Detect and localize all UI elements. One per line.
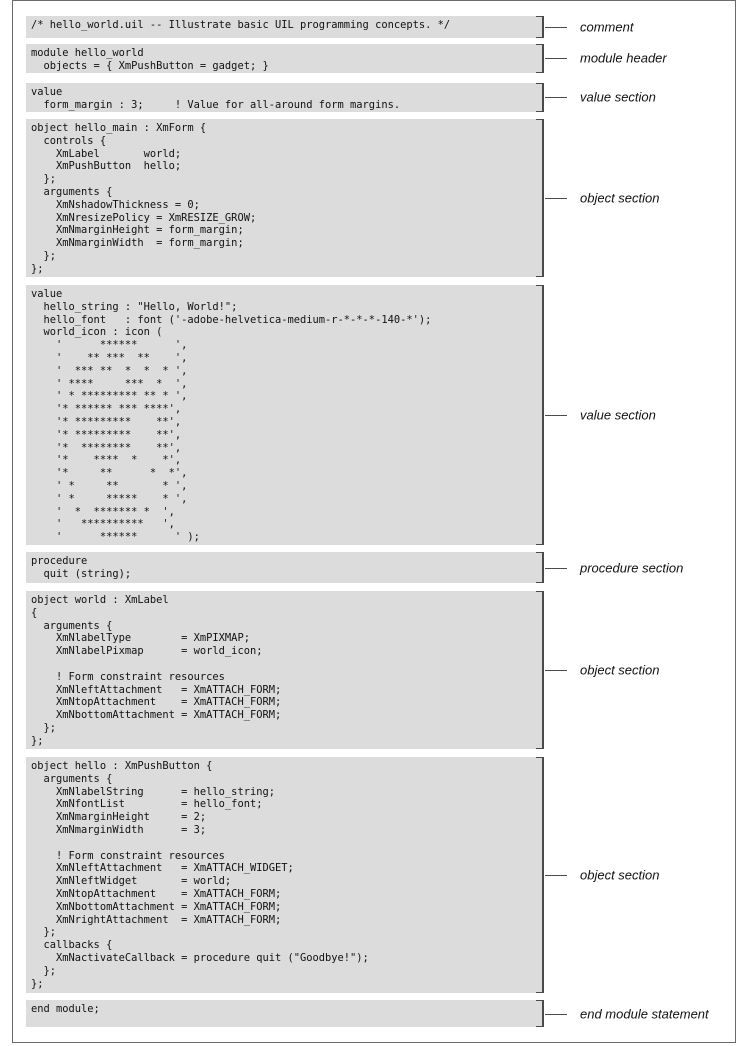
module-header-code-block bbox=[26, 44, 544, 73]
end-module-label: end module statement bbox=[580, 1006, 709, 1022]
object-section-hello-leader-line bbox=[545, 875, 567, 876]
module-header-bracket bbox=[536, 44, 544, 73]
comment-leader-line bbox=[545, 27, 567, 28]
object-section-hello-main-code-block bbox=[26, 119, 544, 277]
object-section-hello-code: object hello : XmPushButton { arguments { XmNlabelString = hello_string; XmNfontList = hello_font; XmNmarginHeight = 2; XmNmarginWidth = 3; ! Form constraint resources XmNleftAttachment = XmATTACH_WIDGET; XmNleftWidget = world; XmNtopAttachment = XmATTACH_FORM; XmNbottomAttachment = XmATTACH_FORM; XmNrightAttachment = XmATTACH_FORM; }; callbacks { XmNactivateCallback = procedure quit ("Goodbye!"); }; }; bbox=[31, 760, 369, 990]
module-header-code: module hello_world objects = { XmPushButton = gadget; } bbox=[31, 47, 269, 72]
value-section-leader-line bbox=[545, 97, 567, 98]
object-section-hello-main-bracket bbox=[536, 119, 544, 277]
value-section-label: value section bbox=[580, 89, 656, 105]
procedure-section-code-block bbox=[26, 552, 544, 583]
value-section-icon-leader-line bbox=[545, 415, 567, 416]
procedure-section-label: procedure section bbox=[580, 560, 684, 576]
comment-label: comment bbox=[580, 19, 634, 35]
object-section-hello-label: object section bbox=[580, 867, 660, 883]
procedure-section-leader-line bbox=[545, 568, 567, 569]
end-module-bracket bbox=[536, 1000, 544, 1027]
value-section-code: value form_margin : 3; ! Value for all-around form margins. bbox=[31, 86, 401, 111]
end-module-code-block bbox=[26, 1000, 544, 1027]
comment-code: /* hello_world.uil -- Illustrate basic UIL programming concepts. */ bbox=[31, 19, 451, 31]
procedure-section-code: procedure quit (string); bbox=[31, 555, 132, 580]
module-header-label: module header bbox=[580, 50, 667, 66]
object-section-world-label: object section bbox=[580, 662, 660, 678]
object-section-world-code-block bbox=[26, 591, 544, 749]
comment-bracket bbox=[536, 16, 544, 38]
value-section-bracket bbox=[536, 83, 544, 112]
end-module-leader-line bbox=[545, 1014, 567, 1015]
object-section-hello-main-leader-line bbox=[545, 198, 567, 199]
object-section-hello-bracket bbox=[536, 757, 544, 993]
object-section-hello-code-block bbox=[26, 757, 544, 993]
value-section-icon-label: value section bbox=[580, 407, 656, 423]
value-section-icon-code: value hello_string : "Hello, World!"; hello_font : font ('-adobe-helvetica-medium-r-*-*-*-140-*'); world_icon : icon ( ' ****** ', ' ** *** ** ', ' *** ** * * * ', ' **** *** * ', ' * ********* ** * ', '* ****** *** ****', '* ********* **', '* ********* **', '* ******** **', '* **** * *', '* ** * *', ' * ** * ', ' * ***** * ', ' * ******* * ', ' ********** ', ' ****** ' ); bbox=[31, 288, 432, 544]
object-section-hello-main-code: object hello_main : XmForm { controls { XmLabel world; XmPushButton hello; }; arguments { XmNshadowThickness = 0; XmNresizePolicy = XmRESIZE_GROW; XmNmarginHeight = form_margin; XmNmarginWidth = form_margin; }; }; bbox=[31, 122, 257, 275]
object-section-hello-main-label: object section bbox=[580, 190, 660, 206]
end-module-code: end module; bbox=[31, 1003, 100, 1015]
object-section-world-bracket bbox=[536, 591, 544, 749]
comment-code-block bbox=[26, 16, 544, 38]
procedure-section-bracket bbox=[536, 552, 544, 583]
module-header-leader-line bbox=[545, 58, 567, 59]
value-section-icon-bracket bbox=[536, 285, 544, 545]
value-section-icon-code-block bbox=[26, 285, 544, 545]
value-section-code-block bbox=[26, 83, 544, 112]
object-section-world-leader-line bbox=[545, 670, 567, 671]
object-section-world-code: object world : XmLabel { arguments { XmNlabelType = XmPIXMAP; XmNlabelPixmap = world_icon; ! Form constraint resources XmNleftAttachment = XmATTACH_FORM; XmNtopAttachment = XmATTACH_FORM; XmNbottomAttachment = XmATTACH_FORM; }; }; bbox=[31, 594, 282, 747]
